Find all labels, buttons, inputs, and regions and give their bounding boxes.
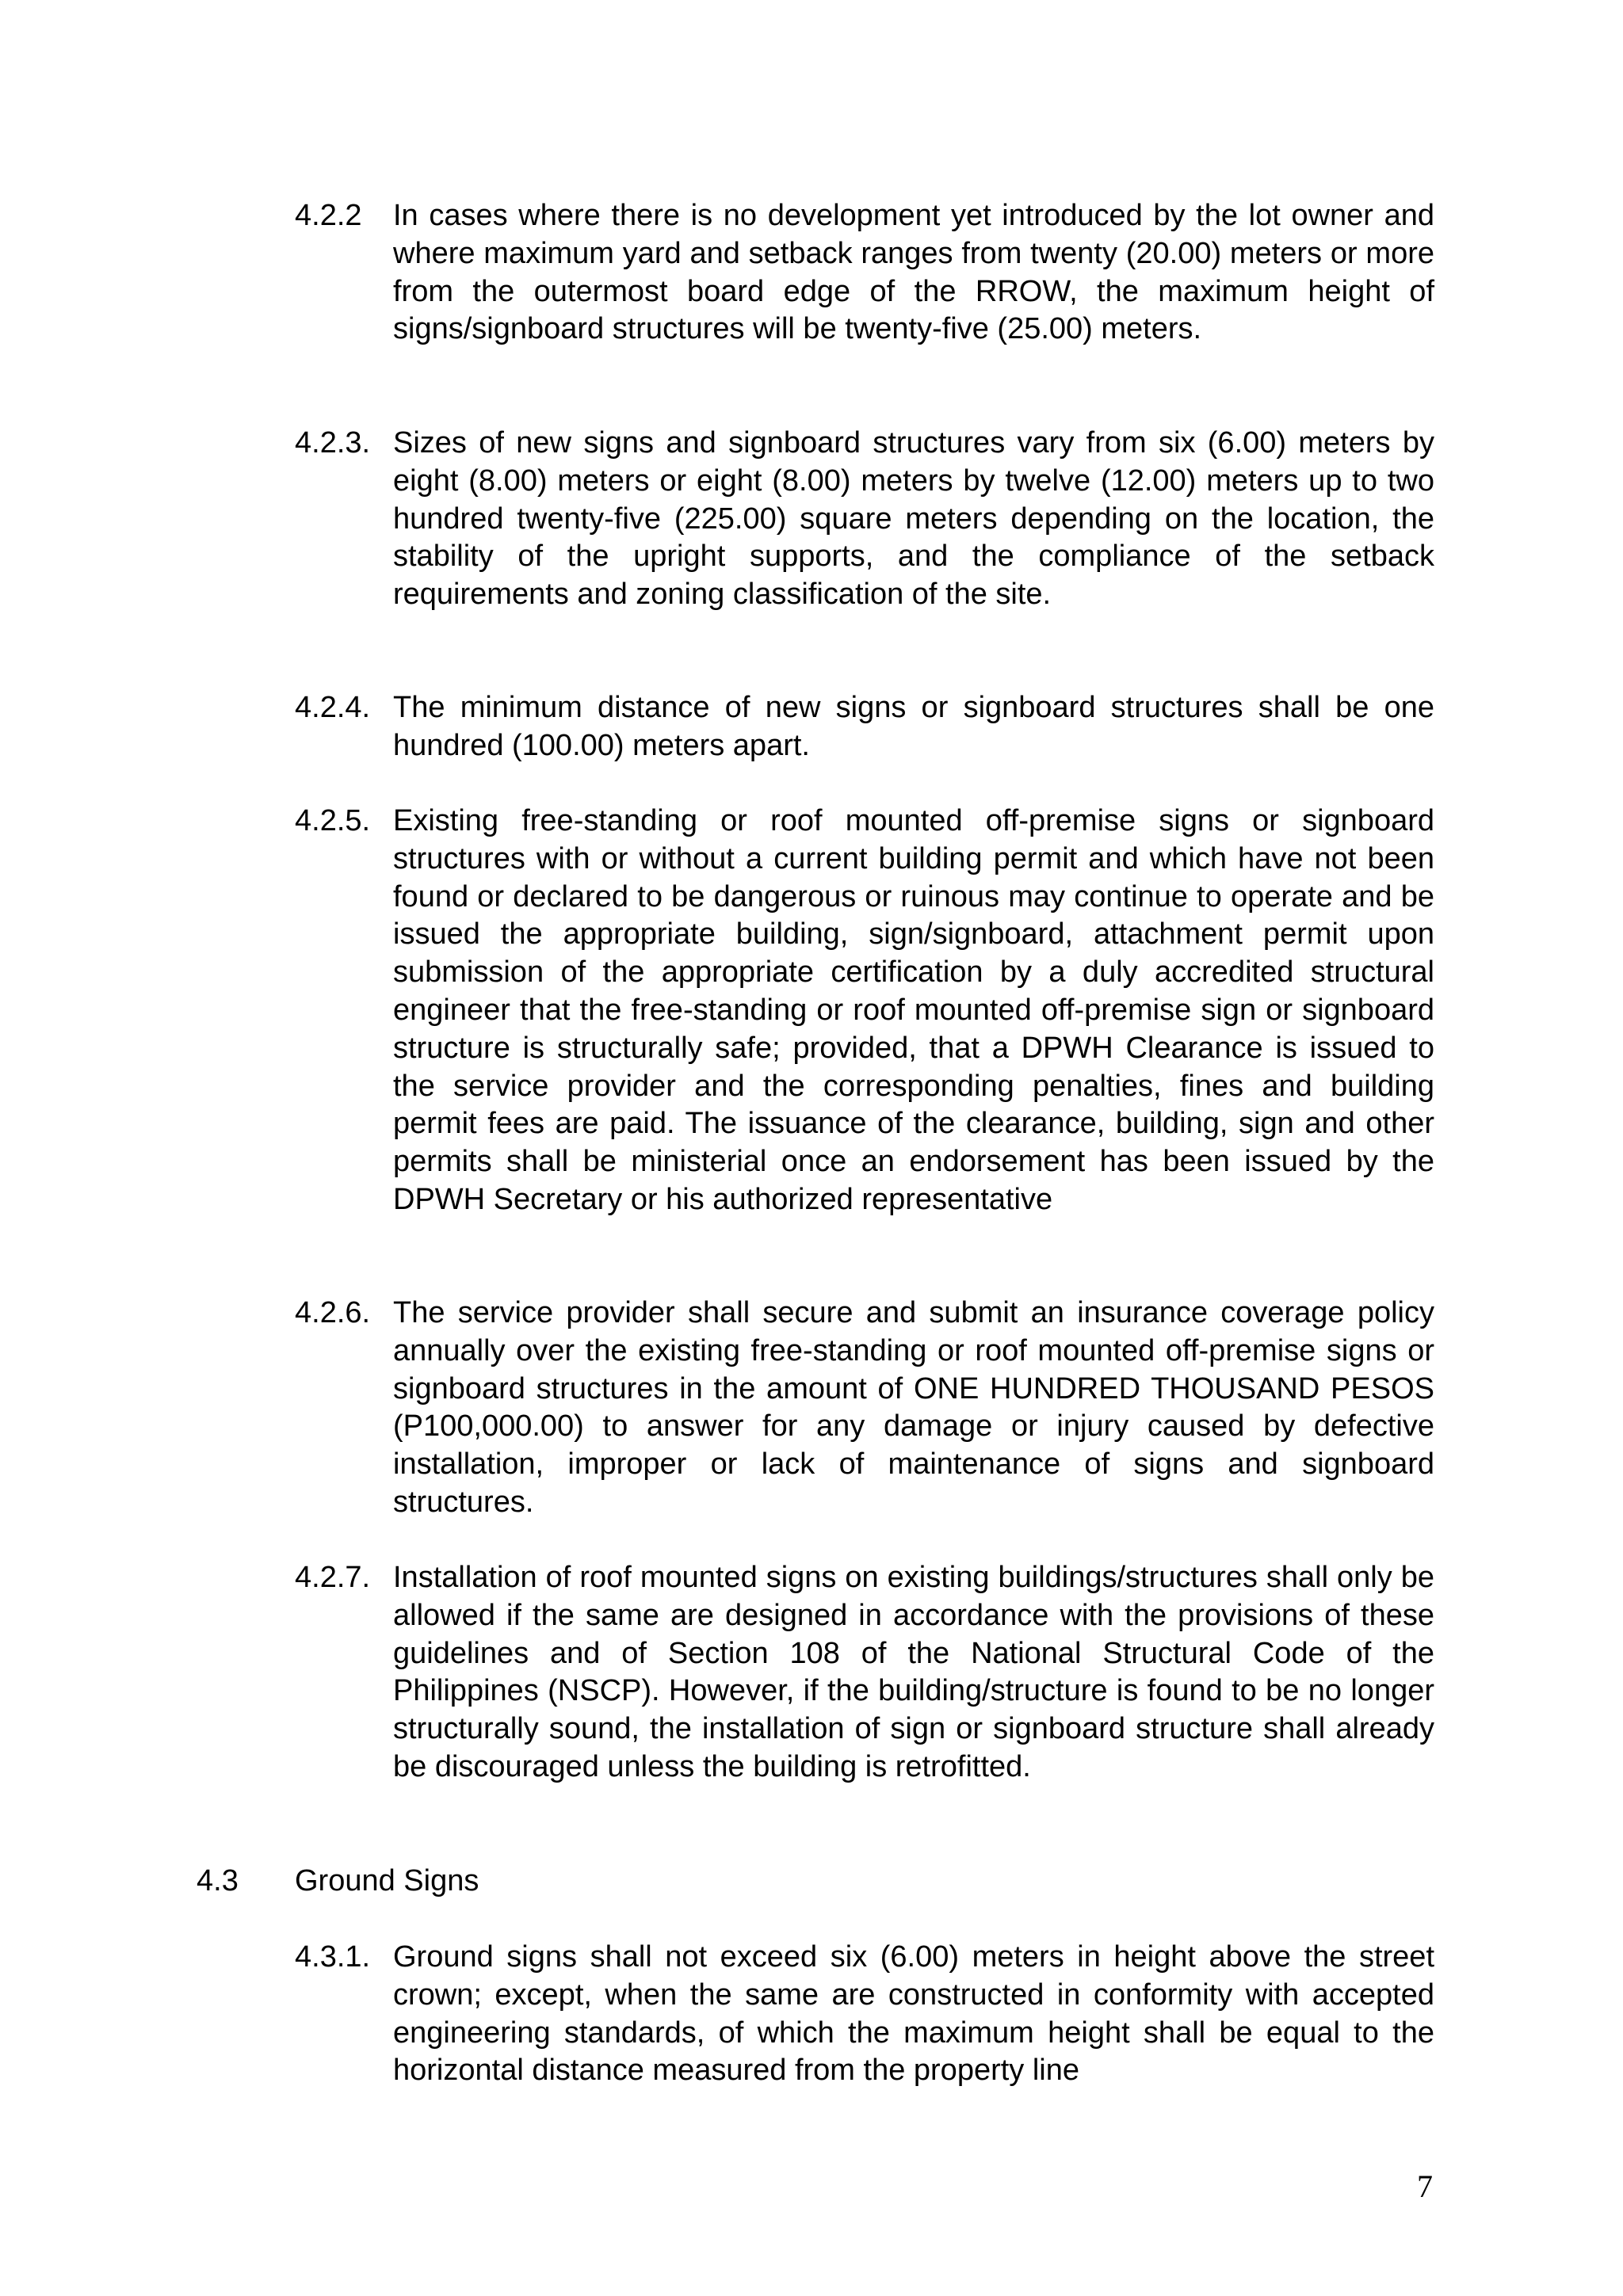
clause-text: In cases where there is no development yet introduced by the lot owner and where maximum yard and setback ranges from twenty (20.00) meters or more from the outermost board edge of the RROW, the maximum height of signs/signboard structures will be twenty-five (25.00) meters.	[393, 199, 1434, 346]
clause-text: The service provider shall secure and submit an insurance coverage policy annually over the existing free-standing or roof mounted off-premise signs or signboard structures in the amount of ONE HUNDRED THOUSAND PESOS (P100,000.00) to answer for any damage or injury caused by defective installation, improper or lack of maintenance of signs and signboard structures.	[393, 1296, 1434, 1519]
clause-number: 4.2.3.	[295, 426, 371, 460]
clause-number: 4.2.4.	[295, 691, 371, 724]
page-number: 7	[1417, 2168, 1433, 2204]
clause-text: Sizes of new signs and signboard structures vary from six (6.00) meters by eight (8.00) meters or eight (8.00) meters by twelve (12.00) meters up to two hundred twenty-five (225.00) square meters depending on the location, the stability of the upright supports, and the compliance of the setback requirements and zoning classification of the site.	[393, 426, 1434, 612]
clause-number: 4.2.6.	[295, 1296, 371, 1329]
clause-text: Installation of roof mounted signs on existing buildings/structures shall only be allowed if the same are designed in accordance with the provisions of these guidelines and of Section 108 of the National Structural Code of the Philippines (NSCP). However, if the building/structure is found to be no longer structurally sound, the installation of sign or signboard structure shall already be discouraged unless the building is retrofitted.	[393, 1561, 1434, 1783]
clause-number: 4.3.1.	[295, 1940, 371, 1974]
clause-text: The minimum distance of new signs or signboard structures shall be one hundred (100.00) meters apart.	[393, 691, 1434, 762]
clause-4-2-3	[295, 425, 1434, 614]
clause-number: 4.2.7.	[295, 1561, 371, 1594]
clause-number: 4.2.5.	[295, 804, 371, 837]
clause-4-2-6	[295, 1295, 1434, 1522]
clause-4-2-2	[295, 197, 1434, 349]
clause-text: Existing free-standing or roof mounted off-premise signs or signboard structures with or without a current building permit and which have not been found or declared to be dangerous or ruinous may continue to operate and be issued the appropriate building, sign/signboard, attachment permit upon submission of the appropriate certification by a duly accredited structural engineer that the free-standing or roof mounted off-premise sign or signboard structure is structurally safe; provided, that a DPWH Clearance is issued to the service provider and the corresponding penalties, fines and building permit fees are paid. The issuance of the clearance, building, sign and other permits shall be ministerial once an endorsement has been issued by the DPWH Secretary or his authorized representative	[393, 804, 1434, 1216]
clause-number: 4.2.2	[295, 199, 362, 232]
clause-4-2-5	[295, 803, 1434, 1219]
clause-text: Ground signs shall not exceed six (6.00) meters in height above the street crown; except, when the same are constructed in conformity with accepted engineering standards, of which the maximum height shall be equal to the horizontal distance measured from the property line	[393, 1940, 1434, 2088]
clause-4-2-7	[295, 1559, 1434, 1787]
clause-4-2-4	[295, 689, 1434, 765]
section-number: 4.3	[197, 1864, 239, 1897]
section-heading	[197, 1863, 479, 1901]
clause-4-3-1	[295, 1939, 1434, 2090]
section-title: Ground Signs	[295, 1864, 479, 1897]
